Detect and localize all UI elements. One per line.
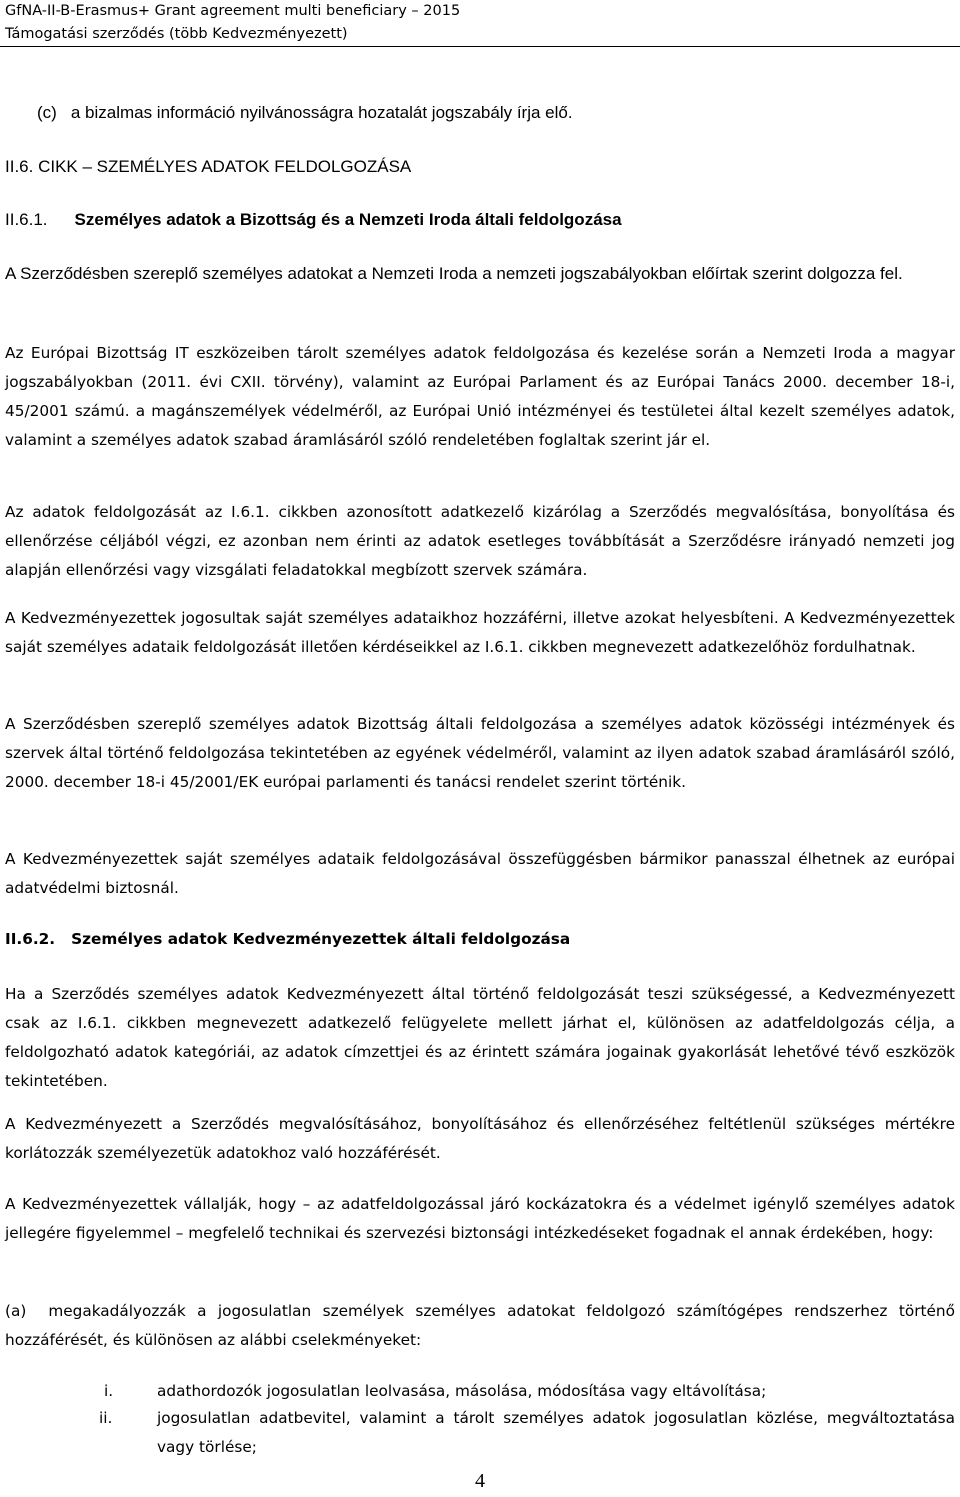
paragraph: A Kedvezményezettek saját személyes adataik feldolgozásával összefüggésben bármikor panasszal élhetnek az európai adatvédelmi biztosnál. [5, 850, 955, 897]
page-number: 4 [475, 1470, 485, 1492]
header-subtitle: Támogatási szerződés (több Kedvezményezett) [5, 26, 348, 42]
paragraph: Az Európai Bizottság IT eszközeiben tárolt személyes adatok feldolgozása és kezelése során a Nemzeti Iroda a magyar jogszabályokban (2011. évi CXII. törvény), valamint az Európai Parlament és az Európai Tanács 2000. december 18-i, 45/2001 számú. a magánszemélyek védelméről, az Európai Unió intézményei és testületei által kezelt személyes adatok, valamint a személyes adatok szabad áramlásáról szóló rendeletében foglaltak szerint jár el. [5, 344, 955, 449]
list-marker: (c) [37, 103, 57, 122]
list-item-c [37, 98, 937, 127]
section-heading-2 [5, 925, 955, 954]
paragraph: A Szerződésben szereplő személyes adatokat a Nemzeti Iroda a nemzeti jogszabályokban előírtak szerint dolgozza fel. [5, 264, 903, 283]
paragraph: A Kedvezményezett a Szerződés megvalósításához, bonyolításához és ellenőrzéséhez feltétlenül szükséges mértékre korlátozzák személyezetük adatokhoz való hozzáférését. [5, 1115, 955, 1162]
header-title: GfNA-II-B-Erasmus+ Grant agreement multi beneficiary – 2015 [5, 3, 461, 19]
subitem-text: adathordozók jogosulatlan leolvasása, másolása, módosítása vagy eltávolítása; [157, 1382, 767, 1400]
paragraph: Ha a Szerződés személyes adatok Kedvezményezett által történő feldolgozását teszi szükségessé, a Kedvezményezett csak az I.6.1. cikkben megnevezett adatkezelő felügyelete mellett járhat el, különösen az adatfeldolgozás célja, a feldolgozható adatok kategóriái, az adatok címzettjei és az érintett számára jogainak gyakorlását lehetővé tévő eszközök tekintetében. [5, 985, 955, 1090]
subitem-marker: ii. [99, 1409, 113, 1427]
paragraph: A Kedvezményezettek vállalják, hogy – az adatfeldolgozással járó kockázatokra és a védelmet igénylő személyes adatok jellegére figyelemmel – megfelelő technikai és szervezési biztonsági intézkedéseket fogadnak el annak érdekében, hogy: [5, 1195, 955, 1242]
article-heading: II.6. CIKK – SZEMÉLYES ADATOK FELDOLGOZÁSA [5, 157, 412, 176]
header-divider [0, 46, 960, 47]
list-marker: (a) [5, 1302, 27, 1320]
section-number: II.6.1. [5, 210, 48, 229]
subitem-text: jogosulatlan adatbevitel, valamint a tárolt személyes adatok jogosulatlan közlése, megváltoztatása vagy törlése; [157, 1409, 955, 1456]
section-title: Személyes adatok a Bizottság és a Nemzeti Iroda általi feldolgozása [74, 210, 622, 229]
subitem-marker: i. [104, 1382, 114, 1400]
paragraph: A Szerződésben szereplő személyes adatok Bizottság általi feldolgozása a személyes adatok közösségi intézmények és szervek által történő feldolgozása tekintetében az egyének védelméről, valamint az ilyen adatok szabad áramlásáról szóló, 2000. december 18-i 45/2001/EK európai parlamenti és tanácsi rendelet szerint történik. [5, 715, 955, 791]
section-number: II.6.2. [5, 930, 56, 948]
list-item-a [5, 1297, 955, 1355]
paragraph: A Kedvezményezettek jogosultak saját személyes adataikhoz hozzáférni, illetve azokat helyesbíteni. A Kedvezményezettek saját személyes adataik feldolgozását illetően kérdéseikkel az I.6.1. cikkben megnevezett adatkezelőhöz fordulhatnak. [5, 609, 955, 656]
paragraph: Az adatok feldolgozását az I.6.1. cikkben azonosított adatkezelő kizárólag a Szerződés megvalósítása, bonyolítása és ellenőrzése céljából végzi, ez azonban nem érinti az adatok esetleges továbbítását a Szerződésre irányadó nemzeti jog alapján ellenőrzési vagy vizsgálati feladatokkal megbízott szervek számára. [5, 503, 955, 579]
section-title: Személyes adatok Kedvezményezettek általi feldolgozása [71, 930, 571, 948]
list-item-text: a bizalmas információ nyilvánosságra hozatalát jogszabály írja elő. [70, 103, 573, 122]
section-heading-1 [5, 205, 955, 234]
list-item-text: megakadályozzák a jogosulatlan személyek személyes adatokat feldolgozó számítógépes rendszerhez történő hozzáférését, és különösen az alábbi cselekményeket: [5, 1302, 955, 1349]
page-header [5, 0, 460, 46]
